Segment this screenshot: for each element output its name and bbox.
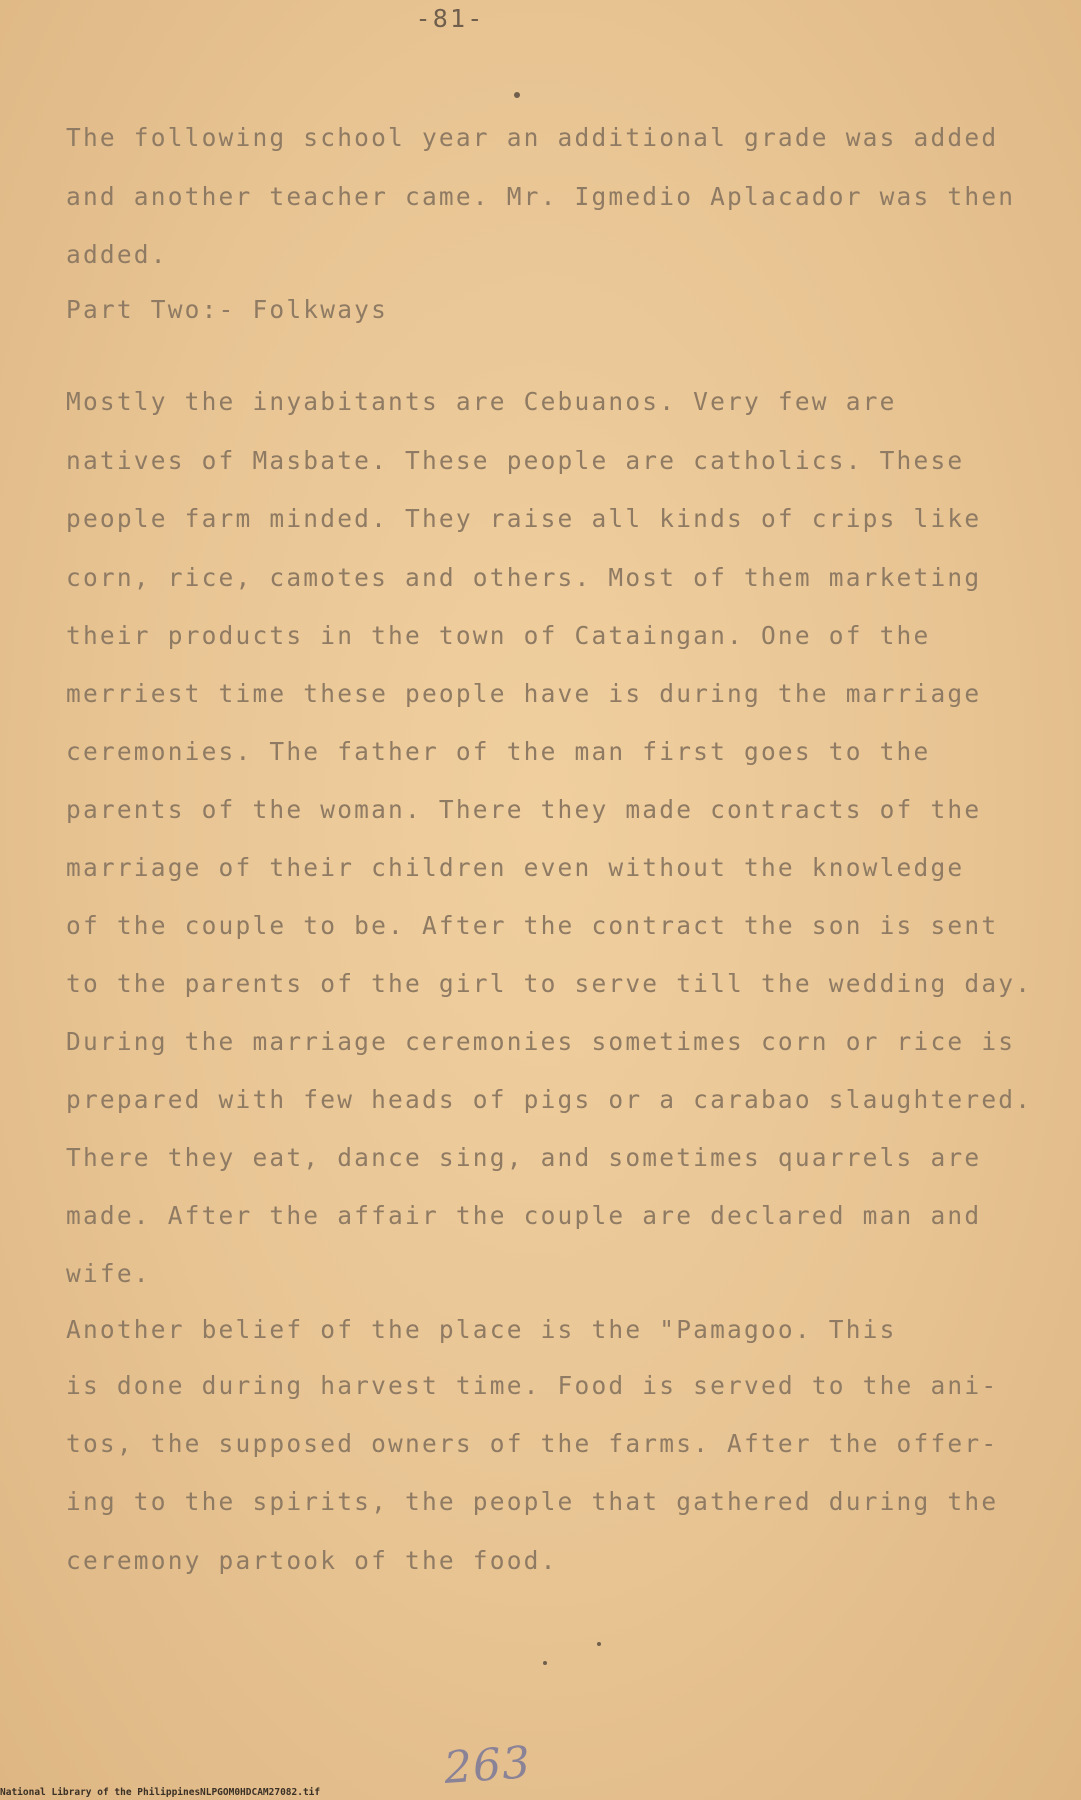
paragraph-line: parents of the woman. There they made contracts of the [66,795,982,824]
paragraph-line: There they eat, dance sing, and sometimes quarrels are [66,1143,982,1172]
paragraph-line: ing to the spirits, the people that gathered during the [66,1487,999,1516]
paragraph-line: to the parents of the girl to serve till the wedding day. [66,969,1033,998]
ink-dot [597,1642,601,1646]
paragraph-line: corn, rice, camotes and others. Most of them marketing [66,563,982,592]
page-number: -81- [415,4,485,33]
ink-dot [514,92,520,98]
paragraph-line: ceremony partook of the food. [66,1546,558,1575]
paragraph-line: ceremonies. The father of the man first goes to the [66,737,931,766]
ink-dot [543,1661,547,1665]
intro-line: added. [66,240,168,269]
paragraph-line: Another belief of the place is the "Pamagoo. This [66,1315,897,1344]
intro-line: The following school year an additional grade was added [66,123,999,152]
paragraph-line: natives of Masbate. These people are catholics. These [66,446,965,475]
paragraph-line: their products in the town of Cataingan. One of the [66,621,931,650]
paragraph-line: people farm minded. They raise all kinds of crips like [66,504,982,533]
paragraph-line: of the couple to be. After the contract the son is sent [66,911,999,940]
paragraph-line: merriest time these people have is during the marriage [66,679,982,708]
paragraph-line: tos, the supposed owners of the farms. After the offer- [66,1429,999,1458]
paragraph-line: marriage of their children even without the knowledge [66,853,965,882]
paragraph-line: prepared with few heads of pigs or a carabao slaughtered. [66,1085,1033,1114]
paragraph-line: During the marriage ceremonies sometimes corn or rice is [66,1027,1016,1056]
paragraph-line: wife. [66,1259,151,1288]
paragraph-line: is done during harvest time. Food is served to the ani- [66,1371,999,1400]
section-heading: Part Two:- Folkways [66,295,389,324]
handwritten-page-number: 263 [442,1737,533,1794]
paragraph-line: Mostly the inyabitants are Cebuanos. Very few are [66,387,897,416]
footer-file-name: NLPGOM0HDCAM27082.tif [200,1787,321,1798]
intro-line: and another teacher came. Mr. Igmedio Aplacador was then [66,182,1016,211]
footer-library-name: National Library of the Philippines [0,1787,201,1798]
paragraph-line: made. After the affair the couple are declared man and [66,1201,982,1230]
